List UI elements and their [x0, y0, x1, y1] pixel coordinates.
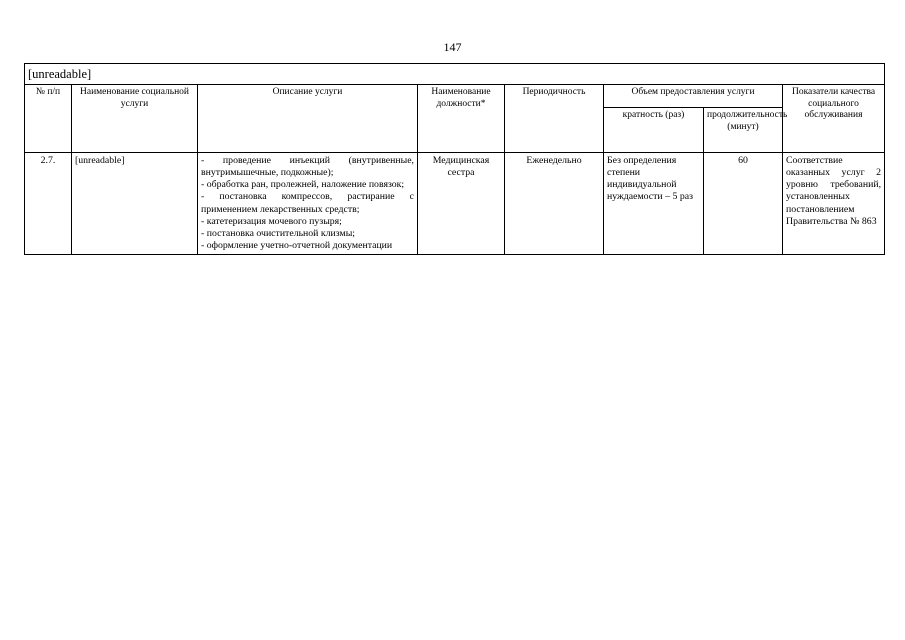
description-item: - катетеризация мочевого пузыря; — [201, 215, 342, 227]
section-header-row — [25, 64, 885, 85]
header-position: Наименование должности* — [418, 85, 505, 153]
header-num: № п/п — [25, 85, 72, 153]
section-header: [unreadable] — [25, 64, 885, 85]
header-description: Описание услуги — [198, 85, 418, 153]
row-service-name: [unreadable] — [72, 153, 198, 255]
header-service-name: Наименование социальной услуги — [72, 85, 198, 153]
header-quality: Показатели качества социального обслуживания — [783, 85, 885, 153]
description-list — [201, 155, 414, 252]
description-item: - постановка компрессов, растирание с применением лекарственных средств; — [201, 191, 414, 215]
description-item: - проведение инъекций (внутривенные, внутримышечные, подкожные); — [201, 155, 414, 179]
row-multiplicity: Без определения степени индивидуальной нуждаемости – 5 раз — [604, 153, 704, 255]
row-periodicity: Еженедельно — [505, 153, 604, 255]
page-number: 147 — [443, 40, 462, 54]
header-volume-group: Объем предоставления услуги — [604, 85, 783, 108]
description-item: - оформление учетно-отчетной документации — [201, 239, 393, 251]
header-periodicity: Периодичность — [505, 85, 604, 153]
services-table — [24, 63, 885, 255]
table-row — [25, 153, 885, 255]
row-position: Медицинская сестра — [418, 153, 505, 255]
table-header-row — [25, 85, 885, 108]
row-description — [198, 153, 418, 255]
row-num: 2.7. — [25, 153, 72, 255]
row-duration: 60 — [704, 153, 783, 255]
row-quality: Соответствие оказанных услуг 2 уровню требований, установленных постановлением Правительства № 863 — [783, 153, 885, 255]
header-duration: продолжительность (минут) — [704, 108, 783, 153]
description-item: - постановка очистительной клизмы; — [201, 227, 356, 239]
header-multiplicity: кратность (раз) — [604, 108, 704, 153]
description-item: - обработка ран, пролежней, наложение повязок; — [201, 179, 405, 191]
